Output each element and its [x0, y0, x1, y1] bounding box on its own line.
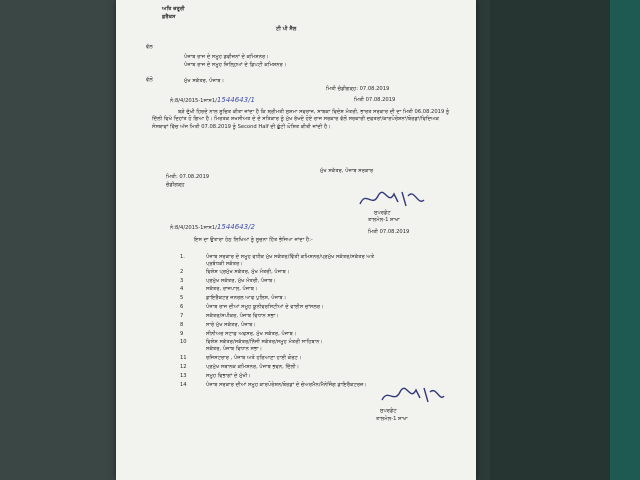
memo2-number-printed: ਨੰ:8/4/2015-1ਸਾਸ1/: [170, 225, 217, 231]
list-item-number: 10: [180, 339, 187, 345]
list-item: ਸਕੱਤਰ/ਸਪੀਕਰ, ਪੰਜਾਬ ਵਿਧਾਨ ਸਭਾ।: [206, 313, 279, 319]
list-item: ਵਿਸ਼ੇਸ਼ ਪ੍ਰਮੁੱਖ ਸਕੱਤਰ, ਮੁੱਖ ਮੰਤਰੀ, ਪੰਜਾਬ।: [206, 269, 290, 275]
list-item-number: 9: [180, 331, 184, 337]
memo2-number-handwritten: 1544643/2: [216, 223, 255, 231]
memo1-number: [170, 97, 255, 104]
list-item-number: 12: [180, 364, 187, 370]
signature-2-designation: ਸੁਪਰਡੰਟ: [380, 408, 397, 414]
list-item: ਰਜਿਸਟਰਾਰ , ਪੰਜਾਬ ਅਤੇ ਹਰਿਆਣਾ ਹਾਈ ਕੋਰਟ।: [206, 355, 302, 361]
list-item-number: 2: [180, 269, 184, 275]
list-item: ਸਕੱਤਰ, ਰਾਜਪਾਲ, ਪੰਜਾਬ।: [206, 286, 258, 292]
list-item-number: 6: [180, 304, 184, 310]
signature-1-designation: ਸੁਪਰਡੰਟ: [374, 210, 391, 216]
signature-1-branch: ਤਾਲਮੇਲ-1 ਸ਼ਾਖਾ: [368, 217, 400, 223]
memo1-sign-title: ਮੁੱਖ ਸਕੱਤਰ, ਪੰਜਾਬ ਸਰਕਾਰ: [320, 168, 374, 174]
list-item-number: 11: [180, 355, 187, 361]
list-item: ਸੀਨੀਅਰ ਸਟਾਫ ਅਫਸਰ, ਮੁੱਖ ਸਕੱਤਰ, ਪੰਜਾਬ।: [206, 331, 297, 337]
list-item: ਡਾਇਰੈਕਟਰ ਜਨਰਲ ਆਫ ਪੁਲਿਸ, ਪੰਜਾਬ।: [206, 295, 287, 301]
list-item: ਸਕੱਤਰ, ਪੰਜਾਬ ਵਿਧਾਨ ਸਭਾ।: [206, 346, 263, 352]
to-line-1: ਪੰਜਾਬ ਰਾਜ ਦੇ ਸਮੂਹ ਡਵੀਜ਼ਨਾਂ ਦੇ ਕਮਿਸ਼ਨਰ।: [184, 54, 269, 60]
memo1-date: ਮਿਤੀ 07.08.2019: [354, 97, 396, 103]
list-item-number: 1.: [180, 254, 185, 260]
to-label: ਵੱਲ: [146, 44, 153, 50]
from-line: ਮੁੱਖ ਸਕੱਤਰ, ਪੰਜਾਬ।: [184, 78, 225, 84]
memo1-number-handwritten: 1544643/1: [216, 96, 255, 104]
signature-2-branch: ਤਾਲਮੇਲ-1 ਸ਼ਾਖਾ: [376, 416, 408, 422]
list-item-number: 4: [180, 286, 184, 292]
list-item: ਪ੍ਰਮੁੱਖ ਸਕੱਤਰ, ਮੁੱਖ ਮੰਤਰੀ, ਪੰਜਾਬ।: [206, 278, 276, 284]
list-item: ਪੰਜਾਬ ਰਾਜ ਦੀਆਂ ਸਮੂਹ ਯੂਨੀਵਰਸਿਟੀਆਂ ਦੇ ਵਾਈਸ ਚਾਂਸਲਰ।: [206, 304, 324, 310]
memo1-body: ਬੜੇ ਦੁੱਖੀ ਹਿਰਦੇ ਨਾਲ ਸੂਚਿਤ ਕੀਤਾ ਜਾਂਦਾ ਹੈ ਕਿ ਸ਼੍ਰੀਮਤੀ ਸੁਸ਼ਮਾ ਸਵਰਾਜ, ਸਾਬਕਾ ਵਿਦੇਸ਼ ਮੰਤਰੀ, ਭਾਰਤ ਸਰਕਾਰ ਦੀ ਦਾ ਮਿਤੀ 06.08.2019 ਨੂੰ ਦਿੱਲੀ ਵਿਖੇ ਦਿਹਾਂਤ ਹੋ ਗਿਆ ਹੈ। ਮਿਰਤਕ ਸ਼ਖਸੀਅਤ ਦੇ ਦੇ ਸਤਿਕਾਰ ਨੂੰ ਮੁੱਖ ਰੱਖਦੇ ਹੋਏ ਰਾਜ ਸਰਕਾਰ ਵੱਲੋਂ ਸਰਕਾਰੀ ਦਫਤਰਾਂ/ਕਾਰਪੋਰੇਸ਼ਨਾਂ/ਬੋਰਡਾਂ/ਵਿਦਿਅਕ ਸੰਸਥਾਵਾਂ ਵਿੱਚ ਅੱਜ ਮਿਤੀ 07.08.2019 ਨੂੰ Second Half ਦੀ ਛੁੱਟੀ ਘੋਸ਼ਿਤ ਕੀਤੀ ਜਾਂਦੀ ਹੈ।: [152, 109, 450, 130]
memo2-number: [170, 224, 255, 231]
list-item: ਪ੍ਰਬੰਧਕੀ ਸਕੱਤਰ।: [206, 261, 243, 267]
list-item: ਪ੍ਰਮੁੱਖ ਸਥਾਨਕ ਕਮਿਸ਼ਨਰ, ਪੰਜਾਬ ਭਵਨ, ਦਿੱਲੀ।: [206, 364, 300, 370]
header-urgent: ਅਤਿ ਜ਼ਰੂਰੀ: [162, 6, 185, 12]
from-label: ਵੱਲੋਂ: [146, 77, 153, 83]
list-item-number: 8: [180, 322, 184, 328]
signature-2-mark: [378, 384, 448, 408]
memo2-intro: ਇਸ ਦਾ ਉਤਾਰਾ ਹੇਠ ਲਿਖਿਆਂ ਨੂੰ ਸੂਚਨਾ ਹਿੱਤ ਭੇਜਿਆ ਜਾਂਦਾ ਹੈ:-: [194, 237, 313, 243]
list-item-number: 3: [180, 278, 184, 284]
list-item-number: 5: [180, 295, 184, 301]
list-item-number: 13: [180, 373, 187, 379]
header-fax: ਫ਼ਰੈਕਸ: [162, 14, 176, 20]
document-page: [116, 0, 476, 480]
signature-1-mark: [356, 186, 428, 212]
list-item-number: 14: [180, 382, 187, 388]
header-department: ਟੀ ਪੀ ਸੈਲ: [276, 26, 297, 32]
list-item-number: 7: [180, 313, 184, 319]
list-item: ਸਾਰੇ ਮੁੱਖ ਸਕੱਤਰ, ਪੰਜਾਬ।: [206, 322, 256, 328]
list-item: ਸਮੂਹ ਵਿਭਾਗਾਂ ਦੇ ਮੁੱਖੀ।: [206, 373, 251, 379]
background-left: [0, 0, 118, 480]
list-item: ਪੰਜਾਬ ਸਰਕਾਰ ਦੀਆਂ ਸਮੂਹ ਕਾਰਪੋਰੇਸ਼ਨ/ਬੋਰਡਾਂ ਦੇ ਚੇਅਰਮੈਨ/ਮੈਨੇਜਿੰਗ ਡਾਇਰੈਕਟਰਜ਼।: [206, 382, 368, 388]
memo2-date: ਮਿਤੀ 07.08.2019: [368, 229, 410, 235]
to-line-2: ਪੰਜਾਬ ਰਾਜ ਦੇ ਸਮੂਹ ਜ਼ਿਲ੍ਹਿਆਂ ਦੇ ਡਿਪਟੀ ਕਮਿਸ਼ਨਰ।: [184, 62, 287, 68]
list-item: ਵਿਸ਼ੇਸ਼ ਸਕੱਤਰ/ਸਕੱਤਰ/ਨਿੱਜੀ ਸਕੱਤਰ/ਸਮੂਹ ਮੰਤਰੀ ਸਾਹਿਬਾਨ।: [206, 339, 323, 345]
top-date-line: ਮਿਤੀ ਚੰਡੀਗੜ੍ਹ: 07.08.2019: [326, 86, 390, 92]
memo1-place-date: ਮਿਤੀ: 07.08.2019: [166, 174, 210, 180]
list-item: ਪੰਜਾਬ ਸਰਕਾਰ ਦੇ ਸਮੂਹ ਵਧੀਕ ਮੁੱਖ ਸਕੱਤਰ/ਵਿੱਤੀ ਕਮਿਸ਼ਨਰ/ਪ੍ਰਮੁੱਖ ਸਕੱਤਰ/ਸਕੱਤਰ ਅਤੇ: [206, 254, 375, 260]
background-green-strip: [610, 0, 640, 480]
memo1-number-printed: ਨੰ:8/4/2015-1ਸਾਸ1/: [170, 98, 217, 104]
memo1-place: ਚੰਡੀਗੜ੍ਹ: [166, 182, 185, 188]
